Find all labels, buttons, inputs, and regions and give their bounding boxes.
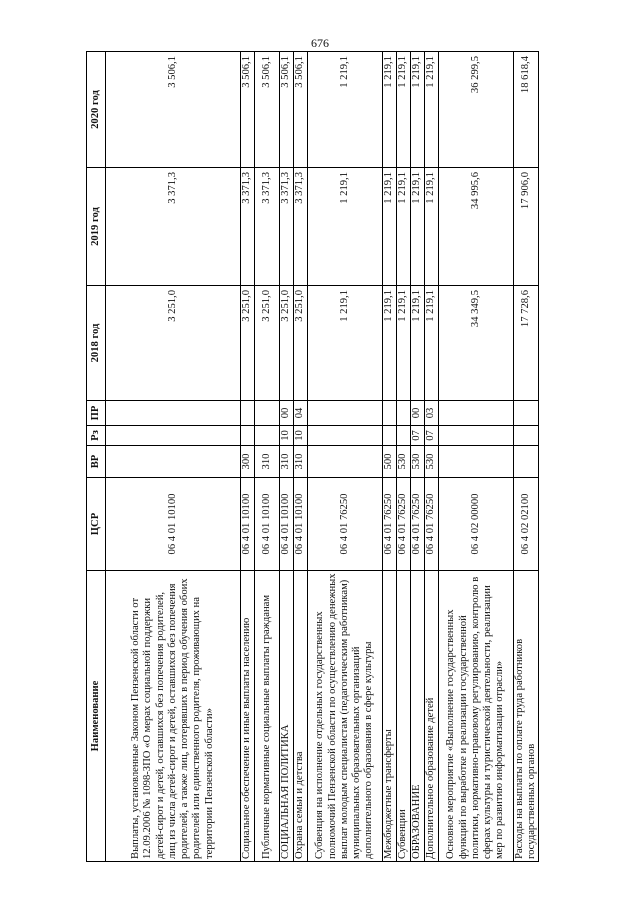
row-vr: 500 (383, 446, 397, 478)
row-vr: 300 (241, 446, 255, 478)
budget-table (86, 51, 539, 862)
row-2020: 3 506,1 (241, 52, 255, 168)
row-pr (308, 401, 383, 426)
row-csr: 06 4 01 76250 (308, 478, 383, 571)
table-row (514, 52, 539, 862)
row-rz (397, 426, 411, 446)
table-row (241, 52, 255, 862)
row-csr: 06 4 01 76250 (425, 478, 439, 571)
row-2018: 1 219,1 (308, 286, 383, 401)
row-pr (255, 401, 280, 426)
rotated-table-area (86, 52, 552, 862)
header-2019: 2019 год (87, 168, 106, 286)
row-rz: 07 (425, 426, 439, 446)
page-number: 676 (311, 36, 329, 50)
row-2018: 3 251,0 (241, 286, 255, 401)
row-csr: 06 4 01 10100 (294, 478, 308, 571)
row-rz: 10 (294, 426, 308, 446)
header-vr: ВР (87, 446, 106, 478)
header-rz: Рз (87, 426, 106, 446)
row-pr (439, 401, 514, 426)
row-2019: 3 371,3 (255, 168, 280, 286)
row-name: Охрана семьи и детства (294, 571, 308, 862)
row-2018: 1 219,1 (425, 286, 439, 401)
row-pr: 00 (411, 401, 425, 426)
row-2020: 1 219,1 (308, 52, 383, 168)
row-2020: 3 506,1 (294, 52, 308, 168)
row-vr (308, 446, 383, 478)
row-vr: 310 (255, 446, 280, 478)
table-row (280, 52, 294, 862)
row-2019: 1 219,1 (383, 168, 397, 286)
rotated-table-content (86, 52, 552, 862)
row-2018: 34 349,5 (439, 286, 514, 401)
table-row (383, 52, 397, 862)
row-vr: 310 (294, 446, 308, 478)
row-2018: 1 219,1 (397, 286, 411, 401)
row-name: Основное мероприятие «Выполнение государственных функций по выработке и реализации государственной политики, нормативно-правовому регулированию, контролю в сферах культуры и туристической деятельности, реализации мер по развитию информатизации отрасли» (439, 571, 514, 862)
row-2020: 1 219,1 (425, 52, 439, 168)
row-rz (383, 426, 397, 446)
row-name: Выплаты, установленные Законом Пензенской области от 12.09.2006 № 1098-ЗПО «О мерах социальной поддержки детей-сирот и детей, оставшихся без попечения родителей, лиц из числа детей-сирот и детей, оставшихся без попечения родителей, а также лиц, потерявших в период обучения обоих родителей или единственного родителя, проживающих на территории Пензенской области» (106, 571, 241, 862)
header-name: Наименование (87, 571, 106, 862)
row-csr: 06 4 01 76250 (411, 478, 425, 571)
table-row (106, 52, 241, 862)
row-rz (106, 426, 241, 446)
row-csr: 06 4 01 76250 (397, 478, 411, 571)
row-pr (383, 401, 397, 426)
row-2020: 1 219,1 (397, 52, 411, 168)
row-name: СОЦИАЛЬНАЯ ПОЛИТИКА (280, 571, 294, 862)
row-pr (514, 401, 539, 426)
table-row (411, 52, 425, 862)
row-vr (106, 446, 241, 478)
row-vr: 530 (411, 446, 425, 478)
row-name: Субвенции (397, 571, 411, 862)
row-vr (514, 446, 539, 478)
row-pr: 04 (294, 401, 308, 426)
row-2018: 3 251,0 (255, 286, 280, 401)
row-2019: 3 371,3 (241, 168, 255, 286)
row-2019: 34 995,6 (439, 168, 514, 286)
row-2020: 1 219,1 (411, 52, 425, 168)
row-2018: 1 219,1 (383, 286, 397, 401)
row-2020: 3 506,1 (280, 52, 294, 168)
row-csr: 06 4 01 10100 (241, 478, 255, 571)
table-row (255, 52, 280, 862)
header-pr: ПР (87, 401, 106, 426)
table-row (439, 52, 514, 862)
row-2020: 3 506,1 (255, 52, 280, 168)
row-rz (255, 426, 280, 446)
row-pr (241, 401, 255, 426)
row-pr: 03 (425, 401, 439, 426)
row-2019: 1 219,1 (425, 168, 439, 286)
row-2018: 3 251,0 (280, 286, 294, 401)
table-header-row (87, 52, 106, 862)
row-2018: 17 728,6 (514, 286, 539, 401)
row-name: ОБРАЗОВАНИЕ (411, 571, 425, 862)
row-2018: 1 219,1 (411, 286, 425, 401)
row-2018: 3 251,0 (294, 286, 308, 401)
row-2020: 18 618,4 (514, 52, 539, 168)
row-rz: 07 (411, 426, 425, 446)
row-csr: 06 4 02 02100 (514, 478, 539, 571)
row-2020: 36 299,5 (439, 52, 514, 168)
row-name: Социальное обеспечение и иные выплаты населению (241, 571, 255, 862)
row-2018: 3 251,0 (106, 286, 241, 401)
header-2020: 2020 год (87, 52, 106, 168)
row-name: Расходы на выплаты по оплате труда работников государственных органов (514, 571, 539, 862)
table-row (308, 52, 383, 862)
row-2020: 3 506,1 (106, 52, 241, 168)
row-pr: 00 (280, 401, 294, 426)
row-vr: 530 (397, 446, 411, 478)
row-vr: 310 (280, 446, 294, 478)
row-2019: 1 219,1 (397, 168, 411, 286)
row-rz: 10 (280, 426, 294, 446)
row-rz (241, 426, 255, 446)
table-row (397, 52, 411, 862)
table-row (425, 52, 439, 862)
table-row (294, 52, 308, 862)
row-rz (439, 426, 514, 446)
row-rz (308, 426, 383, 446)
row-2019: 17 906,0 (514, 168, 539, 286)
row-2019: 3 371,3 (106, 168, 241, 286)
row-2019: 3 371,3 (294, 168, 308, 286)
row-2020: 1 219,1 (383, 52, 397, 168)
row-csr: 06 4 01 10100 (280, 478, 294, 571)
header-2018: 2018 год (87, 286, 106, 401)
row-name: Субвенция на исполнение отдельных государственных полномочий Пензенской области по осуществлению денежных выплат молодым специалистам (педагогическим работникам) муниципальных образовательных организаций дополнительного образования в сфере культуры (308, 571, 383, 862)
row-2019: 1 219,1 (411, 168, 425, 286)
row-csr: 06 4 01 76250 (383, 478, 397, 571)
header-csr: ЦСР (87, 478, 106, 571)
row-csr: 06 4 01 10100 (106, 478, 241, 571)
row-pr (106, 401, 241, 426)
row-csr: 06 4 01 10100 (255, 478, 280, 571)
row-pr (397, 401, 411, 426)
row-name: Дополнительное образование детей (425, 571, 439, 862)
row-2019: 1 219,1 (308, 168, 383, 286)
row-rz (514, 426, 539, 446)
row-name: Публичные нормативные социальные выплаты гражданам (255, 571, 280, 862)
row-vr: 530 (425, 446, 439, 478)
row-2019: 3 371,3 (280, 168, 294, 286)
row-vr (439, 446, 514, 478)
row-name: Межбюджетные трансферты (383, 571, 397, 862)
row-csr: 06 4 02 00000 (439, 478, 514, 571)
